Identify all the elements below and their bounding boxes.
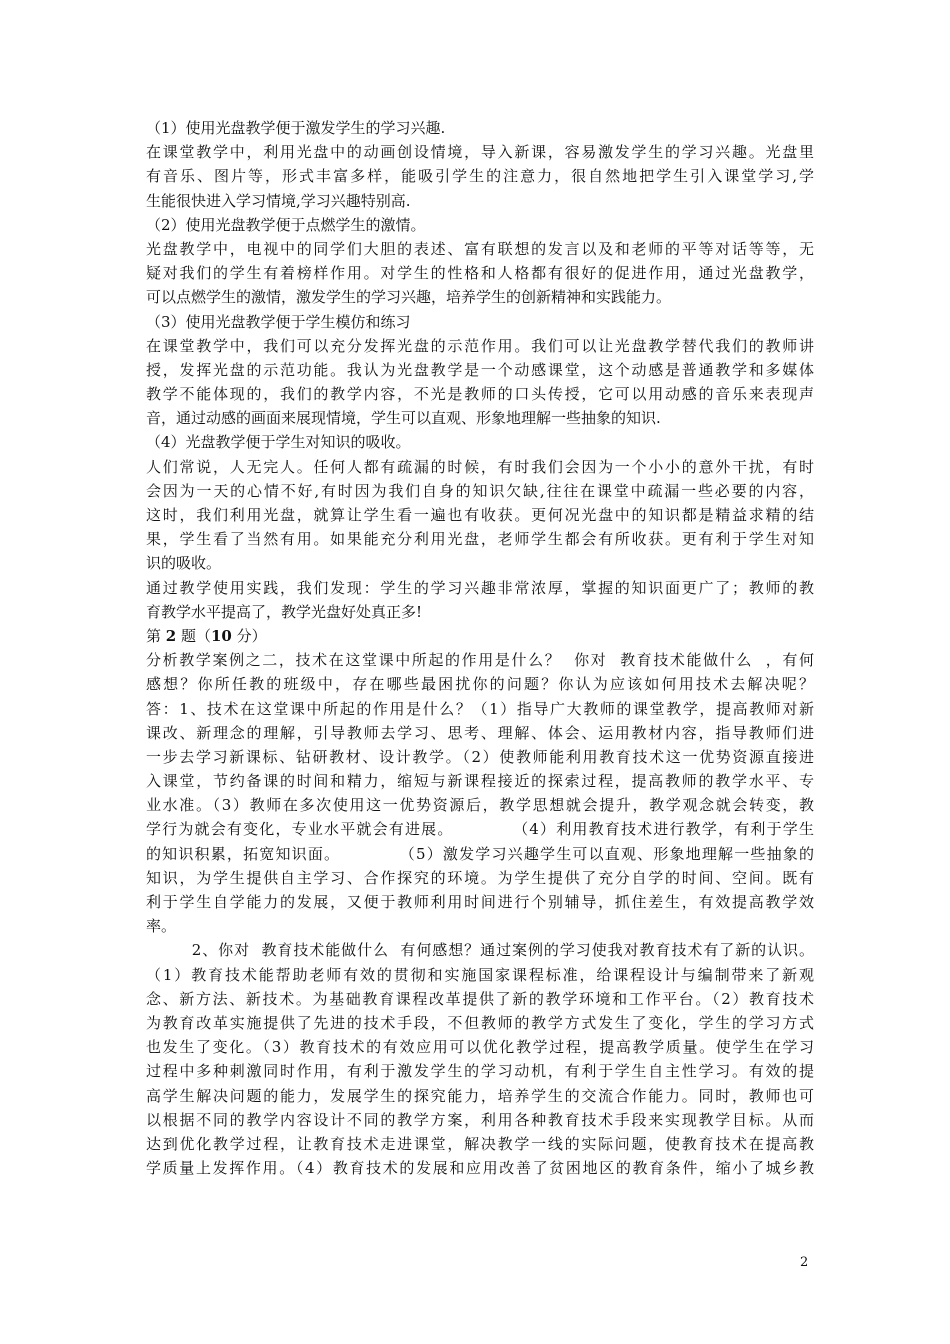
text-line: 可以点燃学生的激情，激发学生的学习兴趣，培养学生的创新精神和实践能力。 <box>146 288 672 307</box>
text-line: 在课堂教学中，利用光盘中的动画创设情境，导入新课，容易激发学生的学习兴趣。光盘里 <box>146 143 814 162</box>
text-line: 在课堂教学中，我们可以充分发挥光盘的示范作用。我们可以让光盘教学替代我们的教师讲 <box>146 336 814 355</box>
text-line: 识的吸收。 <box>146 554 222 573</box>
text-line: （2）使用光盘教学便于点燃学生的激情。 <box>146 215 426 234</box>
text-line: 业水准。（3）教师在多次使用这一优势资源后，教学思想就会提升，教学观念就会转变，教 <box>146 796 814 815</box>
text-line: 利于学生自学能力的发展，又便于教师利用时间进行个别辅导，抓住差生，有效提高教学效 <box>146 893 814 911</box>
text-line: （4）光盘教学便于学生对知识的吸收。 <box>146 433 411 452</box>
text-line: 疑对我们的学生有着榜样作用。对学生的性格和人格都有很好的促进作用，通过光盘教学， <box>146 264 814 283</box>
text-line: 率。 <box>146 917 177 936</box>
text-line: 这时，我们利用光盘，就算让学生看一遍也有收获。更何况光盘中的知识都是精益求精的结 <box>146 506 814 524</box>
text-line: 音，通过动感的画面来展现情境，学生可以直观、形象地理解一些抽象的知识. <box>146 409 661 428</box>
text-line: 的知识积累，拓宽知识面。 （5）激发学习兴趣学生可以直观、形象地理解一些抽象的 <box>146 844 814 863</box>
text-line: 光盘教学中，电视中的同学们大胆的表述、富有联想的发言以及和老师的平等对话等等，无 <box>146 239 814 258</box>
text-line: 生能很快进入学习情境,学习兴趣特别高. <box>146 191 411 210</box>
text-line: 分析教学案例之二，技术在这堂课中所起的作用是什么？ 你对 教育技术能做什么 ，有何 <box>146 651 814 670</box>
text-line: 学行为就会有变化，专业水平就会有进展。 （4）利用教育技术进行教学，有利于学生 <box>146 820 814 839</box>
text-line: （1）使用光盘教学便于激发学生的学习兴趣. <box>146 119 446 137</box>
text-line: 答：1、技术在这堂课中所起的作用是什么？（1）指导广大教师的课堂教学，提高教师对新 <box>146 699 814 718</box>
text-line: （1）教育技术能帮助老师有效的贯彻和实施国家课程标准，给课程设计与编制带来了新观 <box>146 965 814 984</box>
text-line: 一步去学习新课标、钻研教材、设计教学。（2）使教师能利用教育技术这一优势资源直接进 <box>146 747 814 766</box>
text-line: 育教学水平提高了，教学光盘好处真正多! <box>146 602 423 621</box>
text-line: 为教育改革实施提供了先进的技术手段，不但教师的教学方式发生了变化，学生的学习方式 <box>146 1013 814 1032</box>
text-line: 达到优化教学过程，让教育技术走进课堂，解决教学一线的实际问题，使教育技术在提高教 <box>146 1134 814 1153</box>
page-number: 2 <box>800 1255 809 1270</box>
text-line: 教学不能体现的，我们的教学内容，不光是教师的口头传授，它可以用动感的音乐来表现声 <box>146 385 814 404</box>
text-line: 感想？你所任教的班级中，存在哪些最困扰你的问题？你认为应该如何用技术去解决呢？ <box>146 675 814 694</box>
text-line: 以根据不同的教学内容设计不同的教学方案，利用各种教育技术手段来实现教学目标。从而 <box>146 1110 814 1129</box>
text-line: 2、你对 教育技术能做什么 有何感想？通过案例的学习使我对教育技术有了新的认识。 <box>146 941 814 960</box>
text-line: 人们常说，人无完人。任何人都有疏漏的时候，有时我们会因为一个小小的意外干扰，有时 <box>146 457 814 476</box>
text-line: （3）使用光盘教学便于学生模仿和练习 <box>146 312 411 331</box>
text-line: 高学生解决问题的能力，发展学生的探究能力，培养学生的交流合作能力。同时，教师也可 <box>146 1086 814 1105</box>
text-line: 授，发挥光盘的示范功能。我认为光盘教学是一个动感课堂，这个动感是普通教学和多媒体 <box>146 360 814 379</box>
text-line: 念、新方法、新技术。为基础教育课程改革提供了新的教学环境和工作平台。（2）教育技术 <box>146 989 814 1008</box>
text-line: 会因为一天的心情不好,有时因为我们自身的知识欠缺,往往在课堂中疏漏一些必要的内容， <box>146 481 814 500</box>
text-line: 课改、新理念的理解，引导教师去学习、思考、理解、体会、运用教材内容，指导教师们进 <box>146 723 814 742</box>
text-line: 有音乐、图片等，形式丰富多样，能吸引学生的注意力，很自然地把学生引入课堂学习,学 <box>146 167 814 186</box>
text-line: 学质量上发挥作用。（4）教育技术的发展和应用改善了贫困地区的教育条件，缩小了城乡教 <box>146 1159 814 1178</box>
text-line: 通过教学使用实践，我们发现：学生的学习兴趣非常浓厚，掌握的知识面更广了；教师的教 <box>146 578 814 597</box>
text-line: 果，学生看了当然有用。如果能充分利用光盘，老师学生都会有所收获。更有利于学生对知 <box>146 530 814 549</box>
text-line: 入课堂，节约备课的时间和精力，缩短与新课程接近的探索过程，提高教师的教学水平、专 <box>146 772 814 791</box>
document-body <box>146 116 814 1180</box>
text-line: 第 2 题（10 分） <box>146 626 267 645</box>
text-line: 也发生了变化。（3）教育技术的有效应用可以优化教学过程，提高教学质量。使学生在学习 <box>146 1038 814 1057</box>
text-line: 过程中多种刺激同时作用，有利于激发学生的学习动机，有利于学生自主性学习。有效的提 <box>146 1062 814 1081</box>
text-line: 知识，为学生提供自主学习、合作探究的环境。为学生提供了充分自学的时间、空间。既有 <box>146 868 814 887</box>
